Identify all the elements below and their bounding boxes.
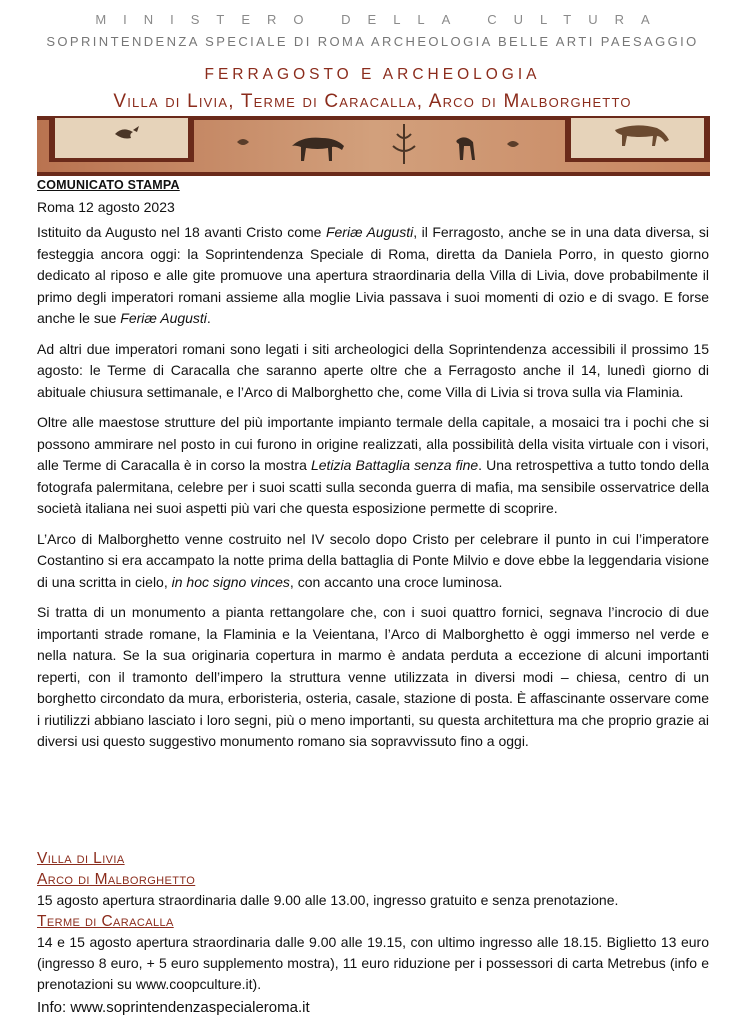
paragraph-text: Istituito da Augusto nel 18 avanti Cristo come [37, 224, 326, 240]
paragraph-text: Si tratta di un monumento a pianta rettangolare che, con i suoi quattro fornici, segnava l’incrocio di due importanti strade romane, la Flaminia e la Veientana, l’Arco di Malborghetto è oggi immerso nel verde e nella natura. Se la sua originaria copertura in marmo è andata perduta a eccezione di alcuni importanti reperti, con il tramonto dell’impero la struttura venne utilizzata in diversi modi – chiesa, centro di un borghetto circondato da mura, erboristeria, osteria, casale, stazione di posta. È affascinante osservare come i riutilizzi abbiano lasciato i loro segni, più o meno importanti, su questa architettura ma che proprio grazie ai diversi usi questo suggestivo monumento romano sia sopravvissuto fino a oggi. [37, 604, 709, 749]
villa-livia-heading: Villa di Livia [37, 850, 125, 867]
press-release-date: Roma 12 agosto 2023 [37, 199, 175, 215]
paragraph [37, 602, 709, 753]
paragraph [37, 222, 709, 330]
italic-text: in hoc signo vinces [171, 573, 290, 590]
paragraph-text: . [206, 310, 211, 326]
italic-text: Feriæ Augusti [325, 224, 414, 240]
terme-hours: 14 e 15 agosto apertura straordinaria dalle 9.00 alle 19.15, con ultimo ingresso alle 18.15. Biglietto 13 euro (ingresso 8 euro, + 5 euro supplemento mostra), 11 euro riduzione per i possessori di carta Metrebus (info e prenotazioni su www.coopculture.it). [37, 934, 709, 992]
villa-arco-hours: 15 agosto apertura straordinaria dalle 9.00 alle 13.00, ingresso gratuito e senza prenotazione. [37, 892, 619, 908]
paragraph-text: Ad altri due imperatori romani sono legati i siti archeologici della Soprintendenza accessibili il prossimo 15 agosto: le Terme di Caracalla che saranno aperte oltre che a Ferragosto anche il 14, lunedì giorno di abituale chiusura settimanale, e l’Arco di Malborghetto che, come Villa di Livia si trova sulla via Flaminia. [37, 340, 709, 400]
contact-info: Info: www.soprintendenzaspecialeroma.it [37, 999, 310, 1016]
paragraph-text: , con accanto una croce luminosa. [289, 573, 503, 590]
terme-caracalla-heading: Terme di Caracalla [37, 913, 174, 930]
paragraph-text: , il Ferragosto, anche se in una data diversa, si festeggia ancora oggi: la Soprintendenza Speciale di Roma, diretta da Daniela Porro, in questo giorno dedicato al riposo e alle gite promuove una apertura straordinaria della Villa di Livia, dove probabilmente il primo degli imperatori romani assieme alla moglie Livia passava i suoi momenti di ozio e di svago. E forse anche le sue [37, 224, 710, 326]
fresco-banner-image [37, 116, 710, 176]
ministry-heading: MINISTERO DELLA CULTURA [95, 12, 667, 27]
paragraph [37, 339, 709, 404]
paragraph [37, 412, 709, 520]
visit-info [37, 848, 709, 1018]
event-subtitle: Villa di Livia, Terme di Caracalla, Arco di Malborghetto [113, 91, 632, 112]
italic-text: Letizia Battaglia senza fine [310, 457, 479, 473]
italic-text: Feriæ Augusti [120, 310, 207, 326]
soprintendenza-heading: SOPRINTENDENZA SPECIALE DI ROMA ARCHEOLOGIA BELLE ARTI PAESAGGIO [46, 34, 699, 49]
paragraph [37, 529, 709, 594]
press-release-label: COMUNICATO STAMPA [37, 178, 180, 192]
paragraph-text: Oltre alle maestose strutture del più importante impianto termale della capitale, a mosaici tra i pochi che si possono ammirare nel posto in cui furono in origine realizzati, alla possibilità della visita virtuale con i visori, alle Terme di Caracalla è in corso la mostra [37, 414, 709, 473]
paragraph-text: . Una retrospettiva a tutto tondo della fotografa palermitana, celebre per i suoi scatti sulla seconda guerra di mafia, ma sensibile osservatrice della società italiana nei suoi aspetti più vari che questa esposizione permette di scoprire. [37, 457, 709, 516]
fresco-banner-svg [37, 116, 710, 176]
paragraph-text: L’Arco di Malborghetto venne costruito nel IV secolo dopo Cristo per celebrare il punto in cui l’imperatore Costantino si era accampato la notte prima della battaglia di Ponte Milvio e dove ebbe la leggendaria visione di una scritta in cielo, [37, 530, 709, 590]
event-title: FERRAGOSTO E ARCHEOLOGIA [204, 66, 541, 83]
article-body [37, 222, 709, 762]
arco-malborghetto-heading: Arco di Malborghetto [37, 871, 196, 888]
